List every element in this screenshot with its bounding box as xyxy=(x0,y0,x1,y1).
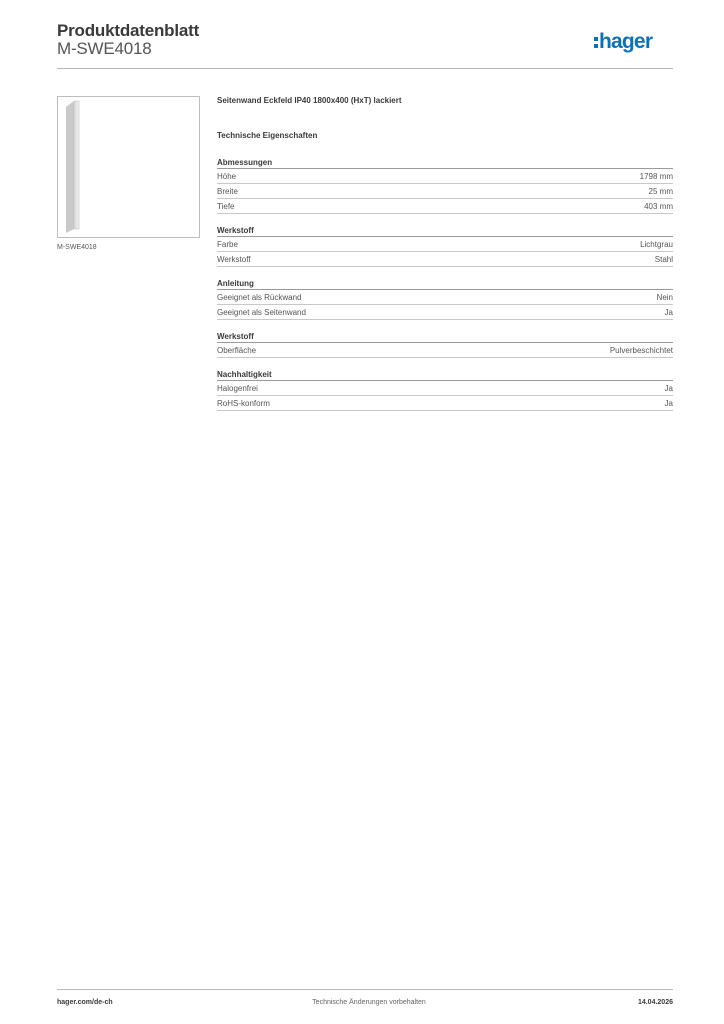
property-value: Pulverbeschichtet xyxy=(609,345,673,355)
property-value: Ja xyxy=(664,383,673,393)
document-subtitle: M-SWE4018 xyxy=(57,39,152,58)
property-label: Geeignet als Rückwand xyxy=(217,292,302,302)
footer-date: 14.04.2026 xyxy=(637,999,673,1006)
document-title: Produktdatenblatt xyxy=(57,21,200,40)
product-image xyxy=(57,96,200,238)
property-row xyxy=(217,237,673,252)
group-title: Nachhaltigkeit xyxy=(217,369,673,381)
property-label: Geeignet als Seitenwand xyxy=(217,307,306,317)
website-link[interactable]: hager.com/de-ch xyxy=(57,999,113,1006)
property-value: 1798 mm xyxy=(639,171,673,181)
product-image-caption: M-SWE4018 xyxy=(57,244,97,251)
properties-heading: Technische Eigenschaften xyxy=(217,131,318,140)
property-row xyxy=(217,343,673,358)
property-row xyxy=(217,290,673,305)
group-abmessungen xyxy=(217,157,673,214)
hager-logo xyxy=(594,29,674,57)
property-row xyxy=(217,252,673,267)
product-details xyxy=(217,96,673,411)
property-value: Lichtgrau xyxy=(640,239,673,249)
property-label: Tiefe xyxy=(217,201,235,211)
group-title: Abmessungen xyxy=(217,157,673,169)
property-row xyxy=(217,305,673,320)
property-value: 25 mm xyxy=(648,186,673,196)
property-row xyxy=(217,381,673,396)
property-value: Nein xyxy=(656,292,673,302)
property-row xyxy=(217,396,673,411)
footer-notice: Technische Änderungen vorbehalten xyxy=(312,999,426,1006)
property-row xyxy=(217,199,673,214)
product-name: Seitenwand Eckfeld IP40 1800x400 (HxT) lackiert xyxy=(217,96,402,105)
group-werkstoff-oberflaeche xyxy=(217,331,673,358)
property-label: Breite xyxy=(217,186,238,196)
group-anleitung xyxy=(217,278,673,320)
property-label: Farbe xyxy=(217,239,238,249)
logo-wordmark: hager xyxy=(599,30,653,53)
property-row xyxy=(217,169,673,184)
footer-divider xyxy=(57,989,673,990)
property-label: RoHS-konform xyxy=(217,398,270,408)
property-value: Stahl xyxy=(654,254,673,264)
group-title: Werkstoff xyxy=(217,225,673,237)
group-title: Anleitung xyxy=(217,278,673,290)
property-label: Oberfläche xyxy=(217,345,257,355)
property-value: 403 mm xyxy=(644,201,673,211)
property-label: Werkstoff xyxy=(217,254,251,264)
property-value: Ja xyxy=(664,398,673,408)
side-panel-illustration xyxy=(58,97,199,237)
group-werkstoff xyxy=(217,225,673,267)
property-row xyxy=(217,184,673,199)
header-divider xyxy=(57,68,673,69)
property-label: Halogenfrei xyxy=(217,383,258,393)
property-label: Höhe xyxy=(217,171,237,181)
property-value: Ja xyxy=(664,307,673,317)
group-nachhaltigkeit xyxy=(217,369,673,411)
group-title: Werkstoff xyxy=(217,331,673,343)
